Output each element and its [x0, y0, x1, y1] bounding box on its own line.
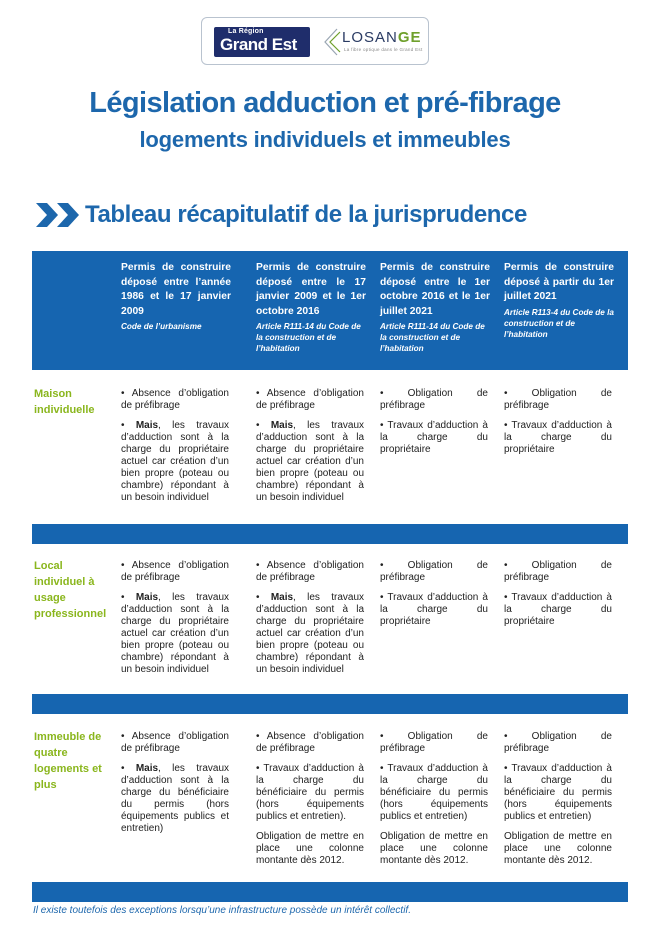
- column-header-3: [380, 261, 490, 354]
- column-heading: Permis de construire déposé entre le 17 janvier 2009 et le 1er octobre 2016: [256, 262, 366, 317]
- section-heading: [33, 197, 527, 233]
- footnote: Il existe toutefois des exceptions lorsqu’une infrastructure possède un intérêt collectif.: [33, 905, 411, 916]
- table-cell: [121, 560, 229, 684]
- bold-text: Mais: [135, 592, 159, 603]
- main-title: Législation adduction et pré-fibrage: [89, 87, 561, 119]
- sub-title: logements individuels et immeubles: [139, 127, 511, 152]
- cell-text: • Travaux d’adduction à la charge du propriétaire: [504, 420, 612, 455]
- cell-text: • Absence d’obligation de préfibrage: [121, 731, 229, 754]
- cell-text: • Obligation de préfibrage: [504, 388, 612, 411]
- row-separator: [32, 524, 628, 544]
- column-heading: Permis de construire déposé à partir du 1er juillet 2021: [504, 262, 614, 302]
- table-cell: [380, 388, 488, 464]
- row-label-immeuble: Immeuble de quatre logements et plus: [34, 731, 102, 791]
- cell-text: • Travaux d’adduction à la charge du propriétaire: [504, 592, 612, 627]
- double-chevron-icon: [33, 199, 85, 231]
- column-article: Article R111-14 du Code de la construction et de l’habitation: [256, 322, 361, 353]
- cell-text-rest: , les travaux d’adduction sont à la charge du bénéficiaire du permis (hors équipements publics et entretien): [121, 763, 229, 834]
- cell-text: • Obligation de préfibrage: [380, 731, 488, 754]
- cell-text: [256, 592, 364, 676]
- column-article: Article R113-4 du Code de la construction et de l’habitation: [504, 307, 614, 339]
- cell-text: • Travaux d’adduction à la charge du propriétaire: [380, 592, 488, 627]
- table-cell: [380, 560, 488, 636]
- cell-text: [121, 763, 229, 835]
- bullet: •: [256, 420, 271, 431]
- bullet: •: [121, 592, 136, 603]
- cell-text: [121, 420, 229, 504]
- cell-text-rest: , les travaux d’adduction sont à la charge du propriétaire actuel car création d’un bien propre (poteau ou chambre) répondant à un besoin individuel: [256, 592, 364, 675]
- column-header-1: [121, 261, 231, 332]
- bullet: •: [121, 420, 136, 431]
- cell-text: [121, 592, 229, 676]
- cell-text: • Absence d’obligation de préfibrage: [256, 731, 364, 754]
- grand-est-logo: [214, 27, 310, 57]
- bullet: •: [256, 592, 271, 603]
- cell-text: [256, 420, 364, 504]
- cell-text: • Travaux d’adduction à la charge du propriétaire: [380, 420, 488, 455]
- losange-name-part1: LOSAN: [342, 29, 398, 46]
- bullet: •: [121, 763, 136, 774]
- table-cell: [121, 388, 229, 512]
- cell-text: • Travaux d’adduction à la charge du bénéficiaire du permis (hors équipements publics et entretien).: [256, 763, 364, 822]
- column-article: Code de l’urbanisme: [121, 322, 202, 331]
- cell-text: • Obligation de préfibrage: [504, 731, 612, 754]
- table-header: [32, 251, 628, 370]
- logo-banner: [201, 17, 429, 65]
- column-header-4: [504, 261, 614, 340]
- column-article: Article R111-14 du Code de la construction et de l’habitation: [380, 322, 485, 353]
- cell-text: • Travaux d’adduction à la charge du bénéficiaire du permis (hors équipements publics et entretien): [504, 763, 612, 822]
- table-cell: [256, 388, 364, 512]
- cell-text: Obligation de mettre en place une colonne montante dès 2012.: [380, 831, 488, 866]
- cell-text: • Absence d’obligation de préfibrage: [121, 560, 229, 583]
- cell-text: • Absence d’obligation de préfibrage: [256, 560, 364, 583]
- cell-text: Obligation de mettre en place une colonne montante dès 2012.: [256, 831, 364, 866]
- region-big-text: Grand Est: [220, 35, 297, 54]
- losange-diamond-icon: [322, 27, 342, 57]
- table-cell: [121, 731, 229, 843]
- region-small-text: La Région: [228, 28, 264, 35]
- losange-tagline: La fibre optique dans le Grand Est: [344, 47, 423, 52]
- section-title-text: Tableau récapitulatif de la jurisprudence: [85, 201, 527, 228]
- bold-text: Mais: [270, 592, 294, 603]
- table-cell: [504, 560, 612, 636]
- row-separator: [32, 882, 628, 902]
- table-cell: [256, 731, 364, 875]
- table-cell: [504, 388, 612, 464]
- bold-text: Mais: [135, 763, 159, 774]
- cell-text: • Absence d’obligation de préfibrage: [121, 388, 229, 411]
- cell-text: • Obligation de préfibrage: [380, 388, 488, 411]
- row-label-maison: Maison individuelle: [34, 388, 95, 416]
- cell-text: • Travaux d’adduction à la charge du bénéficiaire du permis (hors équipements publics et entretien): [380, 763, 488, 822]
- table-cell: [256, 560, 364, 684]
- bold-text: Mais: [135, 420, 159, 431]
- cell-text-rest: , les travaux d’adduction sont à la charge du propriétaire actuel car création d’un bien propre (poteau ou chambre) répondant à un besoin individuel: [121, 592, 229, 675]
- row-label-local: Local individuel à usage professionnel: [34, 560, 107, 620]
- losange-name-part2: GE: [397, 29, 422, 46]
- cell-text: • Obligation de préfibrage: [504, 560, 612, 583]
- column-heading: Permis de construire déposé entre l’année 1986 et le 17 janvier 2009: [121, 262, 231, 317]
- bold-text: Mais: [270, 420, 294, 431]
- column-header-2: [256, 261, 366, 354]
- row-separator: [32, 694, 628, 714]
- cell-text-rest: , les travaux d’adduction sont à la charge du propriétaire actuel car création d’un bien propre (poteau ou chambre) répondant à un besoin individuel: [256, 420, 364, 503]
- cell-text: Obligation de mettre en place une colonne montante dès 2012.: [504, 831, 612, 866]
- cell-text: • Obligation de préfibrage: [380, 560, 488, 583]
- cell-text-rest: , les travaux d’adduction sont à la charge du propriétaire actuel car création d’un bien propre (poteau ou chambre) répondant à un besoin individuel: [121, 420, 229, 503]
- table-cell: [380, 731, 488, 875]
- losange-logo-text: [342, 29, 422, 46]
- table-cell: [504, 731, 612, 875]
- column-heading: Permis de construire déposé entre le 1er octobre 2016 et le 1er juillet 2021: [380, 262, 490, 317]
- cell-text: • Absence d’obligation de préfibrage: [256, 388, 364, 411]
